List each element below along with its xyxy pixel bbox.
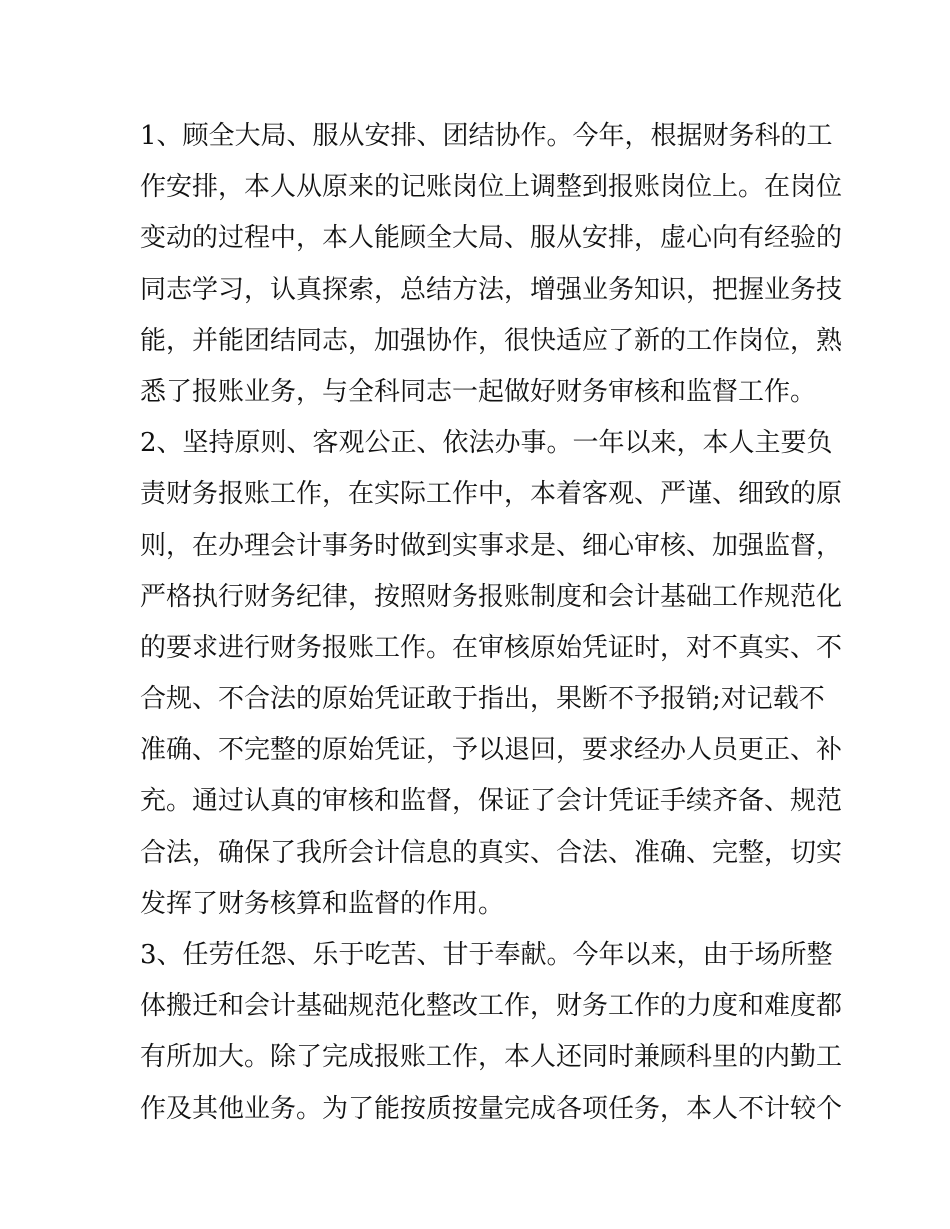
text-line: 2、坚持原则、客观公正、依法办事。一年以来，本人主要负 <box>140 428 833 459</box>
text-line: 作及其他业务。为了能按质按量完成各项任务，本人不计较个 <box>140 1093 843 1124</box>
text-line: 有所加大。除了完成报账工作，本人还同时兼顾科里的内勤工 <box>140 1042 843 1073</box>
text-line: 能，并能团结同志，加强协作，很快适应了新的工作岗位，熟 <box>140 325 843 356</box>
text-line: 体搬迁和会计基础规范化整改工作，财务工作的力度和难度都 <box>140 991 843 1022</box>
text-line: 3、任劳任怨、乐于吃苦、甘于奉献。今年以来，由于场所整 <box>140 940 833 970</box>
text-line: 则，在办理会计事务时做到实事求是、细心审核、加强监督， <box>140 530 843 561</box>
text-line: 充。通过认真的审核和监督，保证了会计凭证手续齐备、规范 <box>140 786 843 817</box>
text-line: 责财务报账工作，在实际工作中，本着客观、严谨、细致的原 <box>140 479 843 510</box>
text-line: 严格执行财务纪律，按照财务报账制度和会计基础工作规范化 <box>140 581 843 612</box>
document-body <box>140 111 843 1135</box>
text-line: 悉了报账业务，与全科同志一起做好财务审核和监督工作。 <box>140 376 817 407</box>
text-line: 变动的过程中，本人能顾全大局、服从安排，虚心向有经验的 <box>140 223 843 254</box>
text-line: 同志学习，认真探索，总结方法，增强业务知识，把握业务技 <box>140 274 843 305</box>
text-line: 合法，确保了我所会计信息的真实、合法、准确、完整，切实 <box>140 837 843 868</box>
text-line: 合规、不合法的原始凭证敢于指出，果断不予报销;对记载不 <box>140 684 825 715</box>
text-line: 作安排，本人从原来的记账岗位上调整到报账岗位上。在岗位 <box>140 172 843 203</box>
text-line: 的要求进行财务报账工作。在审核原始凭证时，对不真实、不 <box>140 632 843 663</box>
text-line: 发挥了财务核算和监督的作用。 <box>140 888 505 919</box>
text-line: 1、顾全大局、服从安排、团结协作。今年，根据财务科的工 <box>140 121 833 151</box>
text-line: 准确、不完整的原始凭证，予以退回，要求经办人员更正、补 <box>140 735 843 766</box>
